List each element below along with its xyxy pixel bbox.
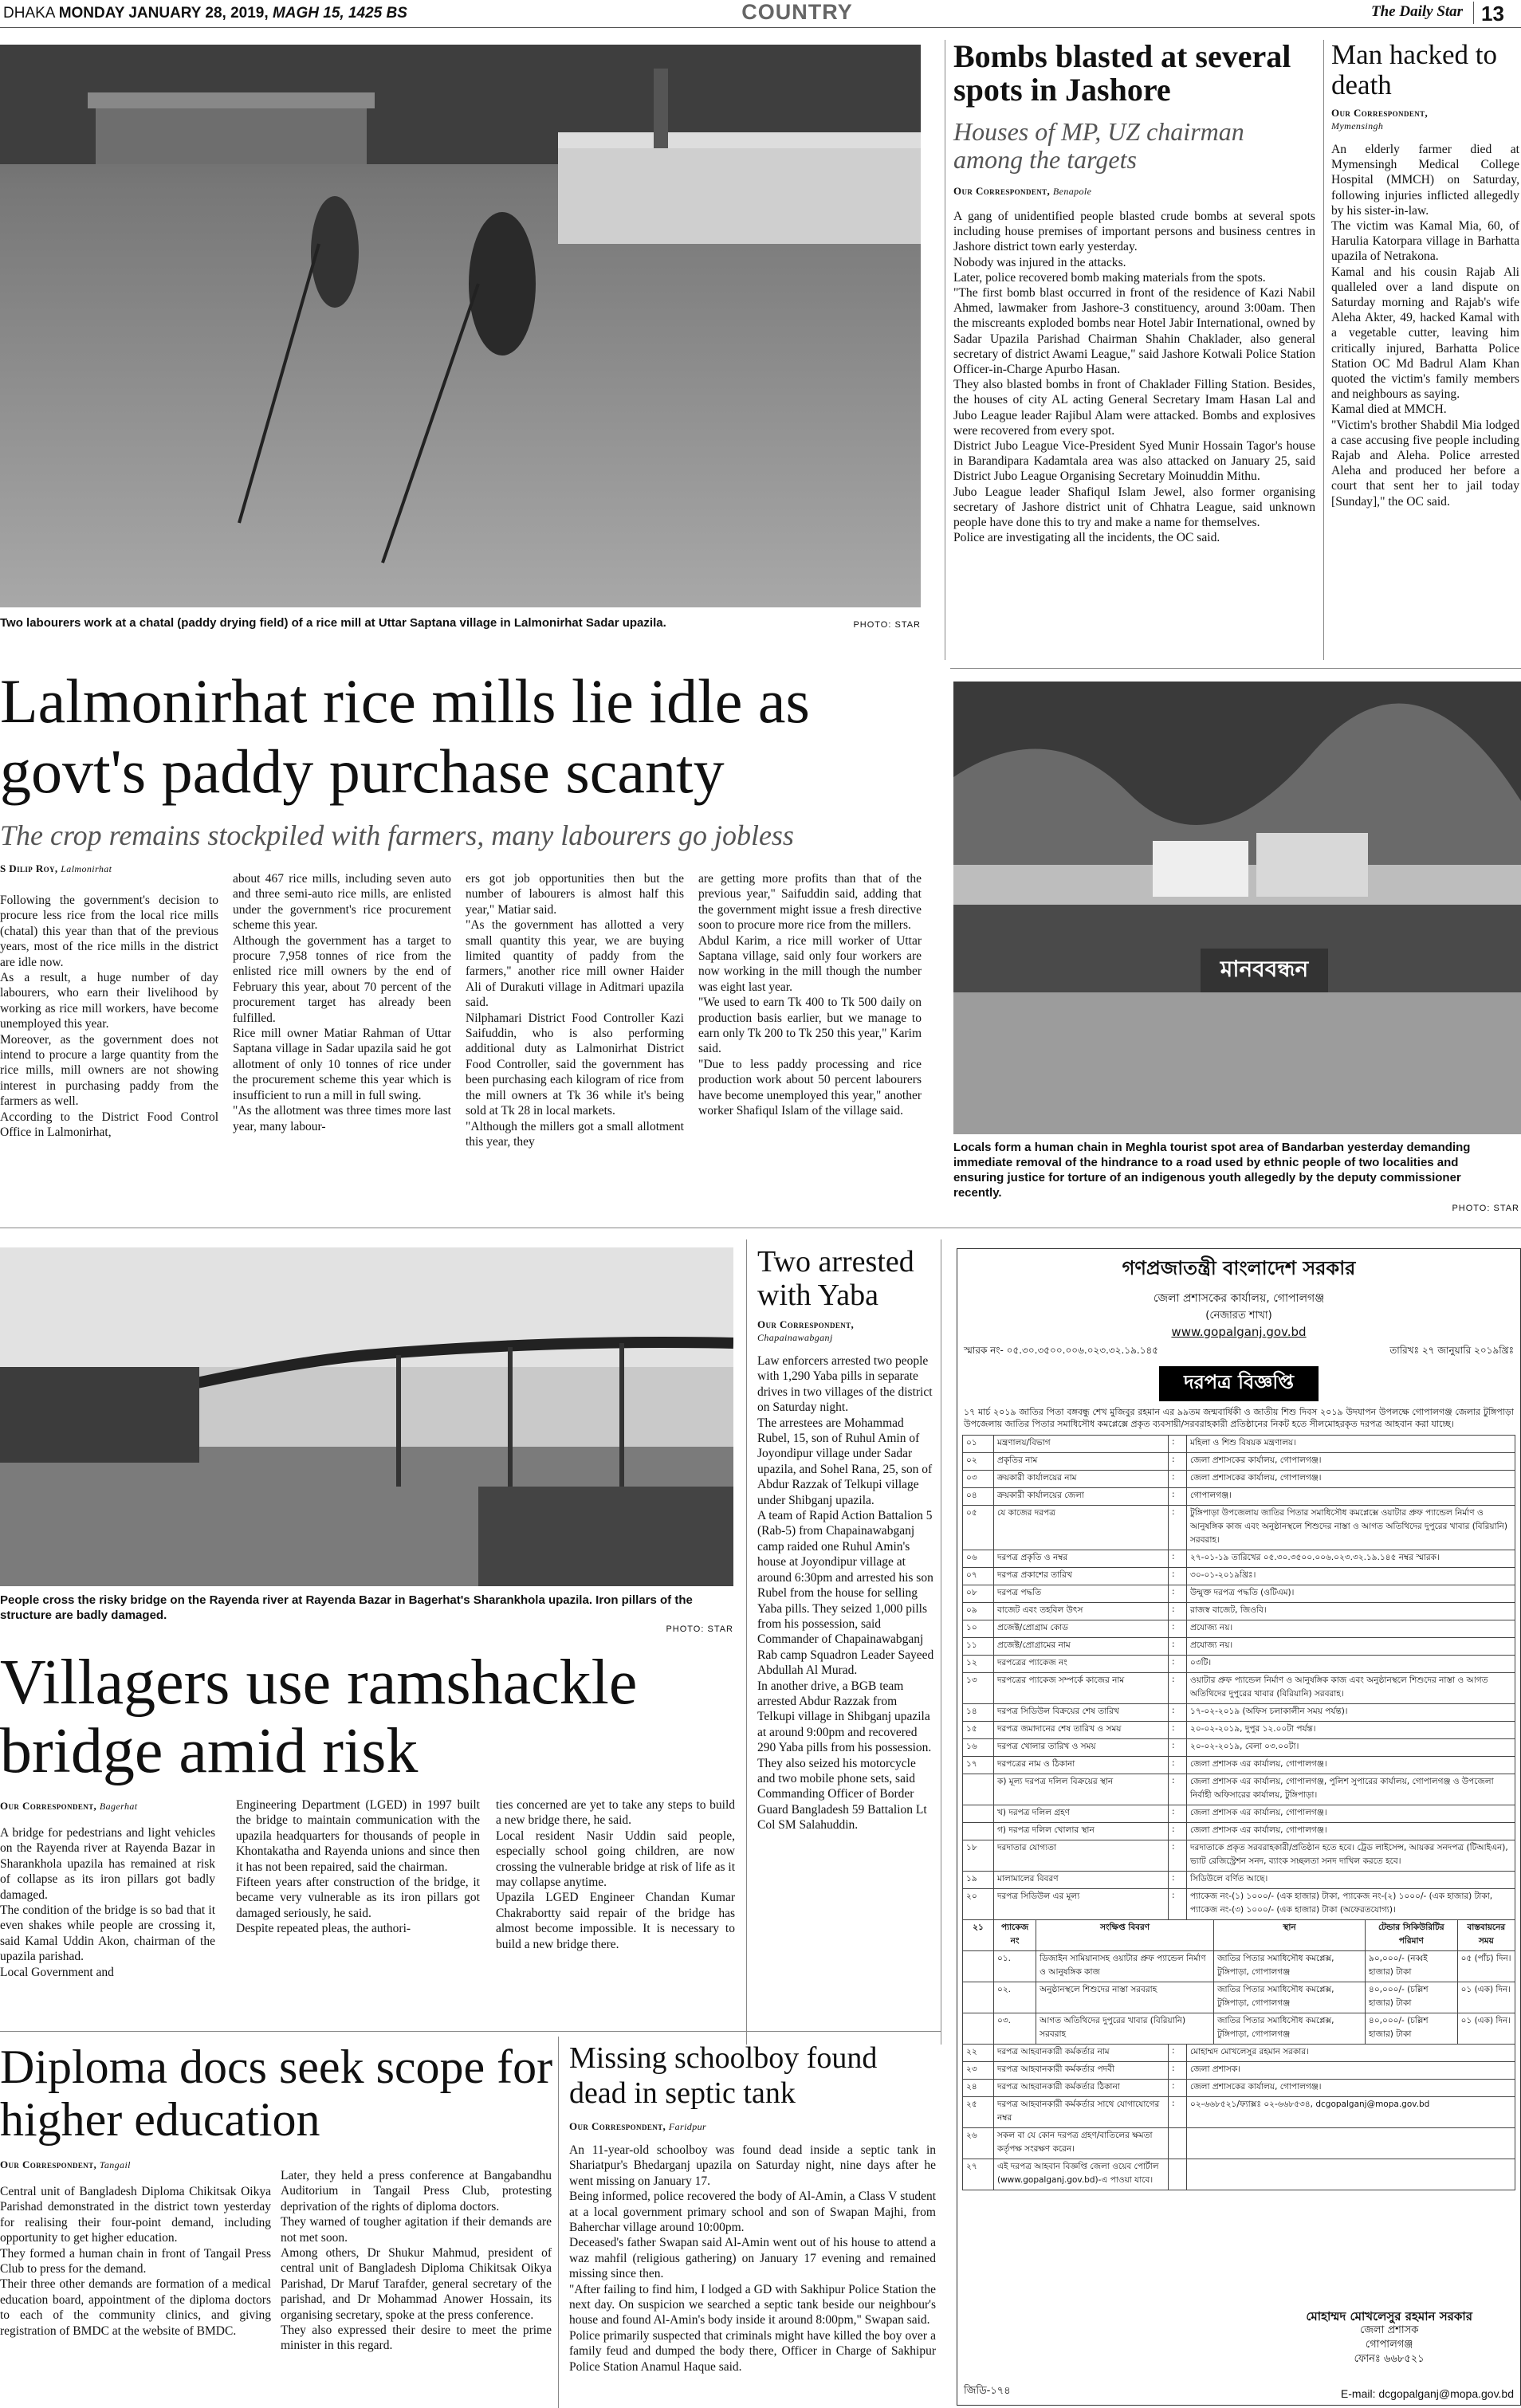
notice-cell: ০৫ (পাঁচ) দিন। [1457, 1951, 1515, 1982]
notice-cell [963, 1982, 994, 2013]
notice-signer-title: জেলা প্রশাসক [1359, 2324, 1419, 2336]
notice-cell: প্যাকেজ নং-(১) ১০০০/- (এক হাজার) টাকা, প্যাকেজ নং-(২) ১০০০/- (এক হাজার) টাকা, প্যাকেজ নং-(৩) ১০০০/- (এক হাজার) টাকা (অফেরতযোগ্য)। [1187, 1889, 1515, 1920]
column-rule [558, 2037, 559, 2408]
notice-cell: : [1169, 2080, 1187, 2097]
masthead [0, 0, 1521, 28]
photo-human-chain-caption: Locals form a human chain in Meghla tourist spot area of Bandarban yesterday demanding immediate removal of the hindrance to a road used by ethnic people of two localities and ensuring justice for torture of an indigenous youth allegedly by the deputy commissioner recently. [953, 1141, 1471, 1200]
notice-cell: দরপত্র আহবানকারী কর্মকর্তার পদবী [994, 2062, 1169, 2080]
notice-date: তারিখঃ ২৭ জানুয়ারি ২০১৯খ্রিঃ [1389, 1345, 1514, 1356]
notice-cell: জেলা প্রশাসকের কার্যালয়, গোপালগঞ্জ। [1187, 1471, 1515, 1488]
story-bridge [0, 1648, 737, 1813]
notice-cell: দরপত্র আহবানকারী কর্মকর্তার ঠিকানা [994, 2080, 1169, 2097]
notice-cell: : [1169, 2045, 1187, 2062]
story-hacked-text: An elderly farmer died at Mymensingh Medical College Hospital (MMCH) on Saturday, following injuries inflicted allegedly by his sister-in-law. The victim was Kamal Mia, 60, of Harulia Katorpara village in Barhatta upazila of Netrakona. Kamal and his cousin Rajab Ali qualleled over a land dispute on Saturday morning and Rajab's wife Aleha Akter, 49, hacked Kamal with a vegetable cutter, leaving him critically injured, Barhatta Police Station OC Md Badrul Alam Khan quoted the victim's family members and neighbours as saying. Kamal died at MMCH. "Victim's brother Shabdil Mia lodged a case accusing five people including Rajab and Aleha. Police arrested Aleha and produced her before a court that sent her to jail today [Sunday]," the OC said. [1331, 143, 1519, 509]
notice-cell: ২০ [963, 1889, 994, 1920]
story-bombs-body [953, 209, 1315, 545]
photo-human-chain-image [953, 682, 1521, 1134]
notice-cell [1169, 2159, 1187, 2190]
notice-cell: ১৬ [963, 1739, 994, 1757]
notice-website[interactable]: www.gopalganj.gov.bd [1171, 1325, 1307, 1339]
story-yaba-headline: Two arrested with Yaba [757, 1245, 914, 1312]
notice-row [963, 1453, 1515, 1471]
notice-cell: : [1169, 1638, 1187, 1656]
notice-cell: : [1169, 1585, 1187, 1603]
notice-cell: ১৯ [963, 1872, 994, 1889]
tender-notice [957, 1248, 1521, 2406]
notice-row [963, 2080, 1515, 2097]
story-rice-col1: Following the government's decision to procure less rice from the local rice mills (chatal) this year than that of the previous years, most of the rice mills in the district are idle now. As a result, a huge number of day labourers, who earn their livelihood by working as rice mill workers, have become unemployed this year. Moreover, as the government does not intend to procure a large quantity from the rice mills, mill owners are not showing interest in purchasing paddy from the farmers as well. According to the District Food Control Office in Lalmonirhat, [0, 894, 218, 1140]
notice-package-row [963, 1982, 1515, 2013]
story-yaba [757, 1245, 934, 1833]
notice-row [963, 1620, 1515, 1638]
notice-row [963, 1568, 1515, 1585]
notice-cell: দরপত্রের নাম ও ঠিকানা [994, 1757, 1169, 1774]
notice-cell: গোপালগঞ্জ। [1187, 1488, 1515, 1506]
notice-cell [1187, 2159, 1515, 2190]
notice-cell: ৩০-০১-২০১৯খ্রিঃ। [1187, 1568, 1515, 1585]
notice-cell [963, 1823, 994, 1840]
notice-row [963, 2159, 1515, 2190]
notice-cell: ৯০,০০০/- (নব্বই হাজার) টাকা [1366, 1951, 1458, 1982]
notice-cell: প্রজেক্ট/প্রোগ্রামের নাম [994, 1638, 1169, 1656]
notice-cell: জাতির পিতার সমাধিসৌধ কমপ্লেক্স, টুঙ্গিপাড়া, গোপালগঞ্জ [1214, 1982, 1366, 2013]
notice-cell: : [1169, 1673, 1187, 1704]
notice-cell: প্রযোজ্য নয়। [1187, 1620, 1515, 1638]
notice-cell: সিডিউলে বর্ণিত আছে। [1187, 1872, 1515, 1889]
notice-cell: ক্রয়কারী কার্যালয়ের জেলা [994, 1488, 1169, 1506]
notice-cell: দরপত্র আহবানকারী কর্মকর্তার সাথে যোগাযোগের নম্বর [994, 2097, 1169, 2128]
notice-cell: ডিজাইন সামিয়ানাসহ ওয়াটার প্রুফ প্যান্ডেল নির্মাণ ও আনুষঙ্গিক কাজ [1036, 1951, 1214, 1982]
notice-cell: যে কাজের দরপত্র [994, 1506, 1169, 1550]
notice-cell: মহিলা ও শিশু বিষয়ক মন্ত্রণালয়। [1187, 1436, 1515, 1453]
notice-memo: স্মারক নং- ০৫.৩০.৩৫০০.০০৬.০২৩.৩২.১৯.১৪৫ [964, 1345, 1159, 1356]
notice-cell: : [1169, 1488, 1187, 1506]
notice-cell: খ) দরপত্র দলিল গ্রহণ [994, 1805, 1169, 1823]
notice-signature [1306, 2309, 1472, 2367]
notice-cell: প্রকৃতির নাম [994, 1453, 1169, 1471]
notice-header-cell: প্যাকেজ নং [994, 1920, 1036, 1951]
story-bridge-col1: A bridge for pedestrians and light vehicles on the Rayenda river at Rayenda Bazar in Sharankhola upazila has remained at risk of collapse as its iron pillars got badly damaged. The condition of the bridge is so bad that it even shakes while people are crossing it, said Kamal Uddin Akon, chairman of the upazila parishad. Local Government and [0, 1826, 215, 1979]
notice-cell: ২০-০২-২০১৯, বেলা ০৩.০০টা। [1187, 1739, 1515, 1757]
notice-cell: ২৪ [963, 2080, 994, 2097]
notice-row [963, 1656, 1515, 1673]
notice-cell: এই দরপত্র আহবান বিজ্ঞপ্তি জেলা ওয়েব পোর্টাল (www.gopalganj.gov.bd)-এ পাওয়া যাবে। [994, 2159, 1169, 2190]
notice-footer-right: E-mail: dcgopalganj@mopa.gov.bd [1340, 2387, 1514, 2400]
story-hacked-headline: Man hacked to death [1331, 39, 1497, 100]
notice-row [963, 1840, 1515, 1872]
notice-cell: ১৭-০২-২০১৯ (অফিস চলাকালীন সময় পর্যন্ত)। [1187, 1704, 1515, 1722]
notice-row [963, 1889, 1515, 1920]
notice-cell: ১১ [963, 1638, 994, 1656]
notice-cell: : [1169, 2062, 1187, 2080]
story-schoolboy [569, 2041, 936, 2375]
notice-row [963, 1603, 1515, 1620]
dateline-day: MONDAY JANUARY 28, 2019, [58, 5, 269, 22]
notice-cell: ০২. [994, 1982, 1036, 2013]
notice-cell: : [1169, 1506, 1187, 1550]
notice-package-table [962, 1919, 1515, 2045]
story-schoolboy-body [569, 2143, 936, 2375]
story-yaba-body [757, 1353, 934, 1833]
notice-package-row [963, 2013, 1515, 2045]
notice-row [963, 1872, 1515, 1889]
notice-row [963, 1506, 1515, 1550]
notice-cell: ২৩ [963, 2062, 994, 2080]
notice-cell: ২৫ [963, 2097, 994, 2128]
story-bombs-subhead: Houses of MP, UZ chairman among the targets [953, 117, 1244, 174]
notice-cell: জাতির পিতার সমাধিসৌধ কমপ্লেক্স, টুঙ্গিপাড়া, গোপালগঞ্জ [1214, 1951, 1366, 1982]
notice-cell: ১৩ [963, 1673, 994, 1704]
notice-cell: ০৪ [963, 1488, 994, 1506]
photo-rice-chatal-credit: PHOTO: STAR [853, 620, 921, 630]
story-schoolboy-headline: Missing schoolboy found dead in septic tank [569, 2041, 878, 2110]
notice-row [963, 1774, 1515, 1805]
column-rule [1323, 40, 1324, 660]
story-rice-col2: about 467 rice mills, including seven auto and three semi-auto rice mills, are enlisted under the government's rice procurement scheme this year. Although the government has a target to procure 7,958 tonnes of rice from the enlisted rice mill owners by the end of February this year, about 70 percent of the procurement target has already been fulfilled. Rice mill owner Matiar Rahman of Uttar Saptana village in Sadar upazila said he got allotment of only 10 tonnes of rice under the procurement scheme this year which is insufficient to run a mill in full swing. "As the allotment was three times more last year, many labour- [233, 872, 451, 1133]
notice-cell: দরপত্র আহবানকারী কর্মকর্তার নাম [994, 2045, 1169, 2062]
notice-cell: দরদাতার যোগ্যতা [994, 1840, 1169, 1872]
notice-row [963, 2128, 1515, 2159]
notice-package-header [963, 1920, 1515, 1951]
section-rule [950, 668, 1521, 669]
story-rice-col3: ers got job opportunities then but the number of labourers is almost half this year," Matiar said. "As the government has allotted a very small quantity this year, we are buying limited quantity of paddy from the farmers," another rice mill owner Haider Ali of Durakuti village in Aditmari upazila said. Nilphamari District Food Controller Kazi Saifuddin, who is also performing additional duty as Lalmonirhat District Food Controller, said the government has been purchasing each kilogram of rice from the mill owners at Tk 36 while it's being sold at Tk 28 in local markets. "Although the millers got a small allotment this year, they [466, 872, 684, 1149]
notice-cell: : [1169, 1739, 1187, 1757]
notice-cell: দরপত্র প্রকাশের তারিখ [994, 1568, 1169, 1585]
notice-row [963, 1704, 1515, 1722]
story-diploma-col2: Later, they held a press conference at Bangabandhu Auditorium in Tangail Press Club, protesting deprivation of the rights of diploma doctors. They warned of tougher agitation if their demands are not met soon. Among others, Dr Shukur Mahmud, president of central unit of Bangladesh Diploma Chikitsak Oikya Parishad, Dr Maruf Tarafder, general secretary of the parishad, and Dr Mohammad Anower Hossain, its organising secretary, spoke at the press conference. They also expressed their desire to meet the prime minister in this regard. [281, 2169, 552, 2353]
story-schoolboy-byline: Our Correspondent, Faridpur [569, 2120, 707, 2132]
notice-cell: দরপত্র খোলার তারিখ ও সময় [994, 1739, 1169, 1757]
notice-cell: জেলা প্রশাসক এর কার্যালয়, গোপালগঞ্জ, পুলিশ সুপারের কার্যালয়, গোপালগঞ্জ ও উপজেলা নির্বাহী অফিসারের কার্যালয়, টুঙ্গিপাড়া। [1187, 1774, 1515, 1805]
notice-signer-place: গোপালগঞ্জ [1365, 2339, 1413, 2351]
notice-cell: রাজস্ব বাজেট, জিওবি। [1187, 1603, 1515, 1620]
paper-name: The Daily Star [1371, 3, 1464, 20]
notice-cell: জেলা প্রশাসকের কার্যালয়, গোপালগঞ্জ। [1187, 2080, 1515, 2097]
notice-cell: ০২-৬৬৮৫২১/ফ্যাক্সঃ ০২-৬৬৮৫৩৪, dcgopalganj@mopa.gov.bd [1187, 2097, 1515, 2128]
notice-cell: ক্রয়কারী কার্যালয়ের নাম [994, 1471, 1169, 1488]
notice-cell: ১৮ [963, 1840, 994, 1872]
notice-branch: (নেজারত শাখা) [1205, 1310, 1272, 1322]
notice-cell: দরপত্র জমাদানের শেষ তারিখ ও সময় [994, 1722, 1169, 1739]
notice-cell: : [1169, 1568, 1187, 1585]
notice-cell: দরদাতাকে প্রকৃত সরবরাহকারী/প্রতিষ্ঠান হতে হবে। ট্রেড লাইসেন্স, আয়কর সনদপত্র (টিআইএন), ভ্যাট রেজিস্ট্রেশন সনদ, ব্যাংক সচ্ছলতা সনদ দাখিল করতে হবে। [1187, 1840, 1515, 1872]
notice-cell: জেলা প্রশাসক এর কার্যালয়, গোপালগঞ্জ। [1187, 1823, 1515, 1840]
notice-cell: দরপত্র সিডিউল এর মূল্য [994, 1889, 1169, 1920]
notice-cell: ০১ (এক) দিন। [1457, 1982, 1515, 2013]
notice-cell: : [1169, 1656, 1187, 1673]
notice-row [963, 2045, 1515, 2062]
notice-cell: ২৬ [963, 2128, 994, 2159]
notice-cell: ৪০,০০০/- (চল্লিশ হাজার) টাকা [1366, 2013, 1458, 2045]
notice-row [963, 1739, 1515, 1757]
notice-cell: ০১. [994, 1951, 1036, 1982]
notice-cell: ০৬ [963, 1550, 994, 1568]
notice-cell: জেলা প্রশাসক এর কার্যালয়, গোপালগঞ্জ। [1187, 1805, 1515, 1823]
notice-govt: গণপ্রজাতন্ত্রী বাংলাদেশ সরকার [1122, 1257, 1356, 1279]
notice-cell: গ) দরপত্র দলিল খোলার স্থান [994, 1823, 1169, 1840]
notice-package-row [963, 1951, 1515, 1982]
notice-office: জেলা প্রশাসকের কার্যালয়, গোপালগঞ্জ [1153, 1292, 1325, 1305]
notice-cell: : [1169, 1774, 1187, 1805]
notice-cell: ৪০,০০০/- (চল্লিশ হাজার) টাকা [1366, 1982, 1458, 2013]
story-hacked-body [1331, 142, 1519, 509]
story-yaba-byline: Our Correspondent, Chapainawabganj [757, 1318, 855, 1343]
notice-memo-row [964, 1344, 1514, 1360]
section-rule [0, 2031, 941, 2032]
notice-cell: : [1169, 1704, 1187, 1722]
notice-cell [1187, 2128, 1515, 2159]
notice-title: দরপত্র বিজ্ঞপ্তি [1159, 1366, 1319, 1401]
notice-cell: জাতির পিতার সমাধিসৌধ কমপ্লেক্স, টুঙ্গিপাড়া, গোপালগঞ্জ [1214, 2013, 1366, 2045]
photo-rice-chatal [0, 45, 921, 607]
notice-cell: ২৭-০১-১৯ তারিখের ০৫.৩০.৩৫০০.০০৬.০২৩.৩২.১৯.১৪৫ নম্বর স্মারক। [1187, 1550, 1515, 1568]
notice-signer: মোহাম্মদ মোখলেসুর রহমান সরকার [1306, 2309, 1472, 2324]
notice-signer-phone: ফোনঃ ৬৬৮৫২১ [1354, 2353, 1425, 2365]
photo-bridge-image [0, 1247, 733, 1586]
section-name: COUNTRY [741, 0, 853, 24]
story-diploma-headline: Diploma docs seek scope for higher education [0, 2041, 553, 2146]
notice-cell: : [1169, 1550, 1187, 1568]
notice-cell [1169, 2128, 1187, 2159]
notice-cell: : [1169, 1603, 1187, 1620]
notice-row [963, 1585, 1515, 1603]
notice-cell [963, 1805, 994, 1823]
notice-cell [963, 1774, 994, 1805]
story-man-hacked [1331, 40, 1519, 509]
notice-cell: অনুষ্ঠানস্থলে শিশুদের নাস্তা সরবরাহ [1036, 1982, 1214, 2013]
notice-row [963, 1471, 1515, 1488]
notice-cell: মালামালের বিবরণ [994, 1872, 1169, 1889]
photo-bridge [0, 1247, 733, 1586]
notice-row [963, 1550, 1515, 1568]
notice-table-lower [962, 2044, 1515, 2190]
story-bridge-byline: Our Correspondent, Bagerhat [0, 1800, 138, 1812]
notice-row [963, 2062, 1515, 2080]
story-rice-byline: S Dilip Roy, Lalmonirhat [0, 862, 112, 874]
notice-cell: : [1169, 1757, 1187, 1774]
notice-row [963, 1488, 1515, 1506]
notice-row [963, 1805, 1515, 1823]
story-bombs-jashore [953, 40, 1315, 545]
notice-cell: জেলা প্রশাসক। [1187, 2062, 1515, 2080]
story-bombs-byline: Our Correspondent, Benapole [953, 185, 1092, 197]
notice-cell: সকল বা যে কোন দরপত্র গ্রহণ/বাতিলের ক্ষমতা কর্তৃপক্ষ সংরক্ষণ করেন। [994, 2128, 1169, 2159]
notice-cell: ০৩টি। [1187, 1656, 1515, 1673]
notice-cell: : [1169, 1436, 1187, 1453]
notice-cell: ০১ [963, 1436, 994, 1453]
notice-cell: দরপত্র পদ্ধতি [994, 1585, 1169, 1603]
photo-rice-chatal-caption: Two labourers work at a chatal (paddy drying field) of a rice mill at Uttar Saptana village in Lalmonirhat Sadar upazila. [0, 616, 666, 630]
notice-cell: ০৩ [963, 1471, 994, 1488]
notice-cell: : [1169, 1805, 1187, 1823]
column-rule [746, 1239, 747, 2045]
notice-cell: ০৮ [963, 1585, 994, 1603]
story-bombs-text: A gang of unidentified people blasted crude bombs at several spots including house premises of important persons and business centres in Jashore district town early yesterday. Nobody was injured in the attacks. Later, police recovered bomb making materials from the spots. "The first bomb blast occurred in front of the residence of Kazi Nabil Ahmed, lawmaker from Jashore-3 constituency, around 3:00am. Then the miscreants exploded bombs near Hotel Jabir International, owned by Sadar Upazila Parishad Chairman Shahin Chaklader, also general secretary of district Awami League," said Jashore Kotwali Police Station Officer-in-Charge Apurbo Hasan. They also blasted bombs in front of Chaklader Filling Station. Besides, the houses of city AL acting General Secretary Imam Hasan Lal and Jubo League leader Rajibul Alam were attacked. Bombs and explosives were recovered from every spot. District Jubo League Vice-President Syed Munir Hossain Tagor's house in Barandipara Kadamtala area was also attacked on January 25, said District Jubo League Organising Secretary Moinuddin Mithu. Jubo League leader Shafiqul Islam Jewel, also former organising secretary of Jashore district unit of Chhatra League, said unknown people have done this to try and make a name for themselves. Police are investigating all the incidents, the OC said. [953, 210, 1315, 545]
notice-cell: ক) মূল্য দরপত্র দলিল বিক্রয়ের স্থান [994, 1774, 1169, 1805]
dateline-city: DHAKA [3, 5, 55, 22]
notice-cell: ০৫ [963, 1506, 994, 1550]
notice-cell: উন্মুক্ত দরপত্র পদ্ধতি (ওটিএম)। [1187, 1585, 1515, 1603]
notice-cell: মন্ত্রণালয়/বিভাগ [994, 1436, 1169, 1453]
notice-cell: ০২ [963, 1453, 994, 1471]
story-rice-mills [0, 666, 925, 875]
notice-cell: : [1169, 1872, 1187, 1889]
notice-footer-left: জিডি-১৭৪ [964, 2385, 1011, 2397]
notice-cell: : [1169, 2097, 1187, 2128]
notice-row [963, 2097, 1515, 2128]
notice-cell: ১০ [963, 1620, 994, 1638]
notice-cell: ১৭ [963, 1757, 994, 1774]
story-bridge-col3: ties concerned are yet to take any steps to build a new bridge there, he said. Local resident Nasir Uddin said people, especially school going children, are now crossing the vulnerable bridge at risk of life as it may collapse anytime. Upazila LGED Engineer Chandan Kumar Chakrabortty said repair of the bridge has almost become impossible. It is necessary to build a new bridge there. [496, 1798, 736, 1951]
story-hacked-byline: Our Correspondent, Mymensingh [1331, 107, 1429, 132]
notice-cell: মোহাম্মদ মোখলেসুর রহমান সরকার। [1187, 2045, 1515, 2062]
notice-cell: বাজেট এবং তহবিল উৎস [994, 1603, 1169, 1620]
story-schoolboy-text: An 11-year-old schoolboy was found dead inside a septic tank in Shariatpur's Bhedarganj upazila on Saturday night, nine days after he went missing on January 17. Being informed, police recovered the body of Al-Amin, a Class V student at a local government primary school and son of Swapan Majhi, from Baherchar village around 10:00pm. Deceased's father Swapan said Al-Amin went out of his house to attend a waz mahfil (religious gathering) on January 17 evening and remained missing since then. "After failing to find him, I lodged a GD with Sakhipur Police Station the next day. On suspicion we searched a septic tank beside our neighbour's house and found Al-Amin's body inside it around 8:00pm," Swapan said. Police primarily suspected that criminals might have killed the boy over a family feud and dumped the body there, Officer in Charge of Sakhipur Police Station Anamul Haque said. [569, 2143, 936, 2374]
dateline [3, 5, 407, 22]
page-number-divider [1473, 2, 1474, 24]
notice-cell: : [1169, 1823, 1187, 1840]
notice-cell: টুঙ্গিপাড়া উপজেলায় জাতির পিতার সমাধিসৌধ কমপ্লেক্সে ওয়াটার প্রুফ প্যান্ডেল নির্মাণ ও আনুষঙ্গিক কাজ এবং অনুষ্ঠানস্থলে শিশুদের নাস্তা ও আগত অতিথিদের দুপুরের খাবার (বিরিয়ানি) সরবরাহ। [1187, 1506, 1515, 1550]
notice-cell: : [1169, 1840, 1187, 1872]
notice-cell: ০১ (এক) দিন। [1457, 2013, 1515, 2045]
notice-cell: : [1169, 1889, 1187, 1920]
story-bridge-headline: Villagers use ramshackle bridge amid risk [0, 1648, 638, 1786]
notice-header-cell: বাস্তবায়নের সময় [1457, 1920, 1515, 1951]
photo-bridge-caption: People cross the risky bridge on the Rayenda river at Rayenda Bazar in Bagerhat's Sharankhola upazila. Iron pillars of the structure are badly damaged. [0, 1593, 693, 1622]
notice-table-wrap [962, 1435, 1515, 2190]
story-diploma-col1: Central unit of Bangladesh Diploma Chikitsak Oikya Parishad demonstrated in the district town yesterday for realising their four-point demand, including opportunity to get higher education. They formed a human chain in front of Tangail Press Club to press for the demand. Their three other demands are formation of a medical education board, appointment of the diploma doctors to each of the community clinics, and giving registration of BMDC at the website of BMDC. [0, 2185, 271, 2338]
notice-cell: : [1169, 1471, 1187, 1488]
page-number: 13 [1481, 2, 1504, 26]
notice-cell [963, 2013, 994, 2045]
story-diploma [0, 2041, 558, 2171]
notice-cell: দরপত্র সিডিউল বিক্রয়ের শেষ তারিখ [994, 1704, 1169, 1722]
notice-intro: ১৭ মার্চ ২০১৯ জাতির পিতা বঙ্গবন্ধু শেখ মুজিবুর রহমান এর ৯৯তম জন্মবার্ষিকী ও জাতীয় শিশু দিবস ২০১৯ উদযাপন উপলক্ষে গোপালগঞ্জ জেলার টুঙ্গিপাড়া উপজেলায় জাতির পিতার সমাধিসৌধ কমপ্লেক্সে প্রকৃত ব্যবসায়ী/সরবরাহকারী প্রতিষ্ঠানের নিকট হতে সীলমোহরকৃত দরপত্র আহবান করা যাচ্ছে। [964, 1407, 1514, 1429]
photo-human-chain-banner: মানববন্ধন [1220, 956, 1309, 982]
notice-cell: ২০-০২-২০১৯, দুপুর ১২.০০টা পর্যন্ত। [1187, 1722, 1515, 1739]
notice-row [963, 1638, 1515, 1656]
photo-human-chain [953, 682, 1521, 1134]
notice-cell: ১৪ [963, 1704, 994, 1722]
notice-cell: দরপত্র প্রকৃতি ও নম্বর [994, 1550, 1169, 1568]
notice-cell: : [1169, 1453, 1187, 1471]
photo-human-chain-credit: PHOTO: STAR [1452, 1204, 1519, 1213]
story-rice-subhead: The crop remains stockpiled with farmers, many labourers go jobless [0, 819, 794, 851]
story-diploma-byline: Our Correspondent, Tangail [0, 2159, 131, 2170]
notice-cell: দরপত্রের প্যাকেজ সম্পর্কে কাজের নাম [994, 1673, 1169, 1704]
notice-cell: আগত অতিথিদের দুপুরের খাবার (বিরিয়ানি) সরবরাহ [1036, 2013, 1214, 2045]
photo-bridge-credit: PHOTO: STAR [666, 1624, 733, 1634]
story-yaba-text: Law enforcers arrested two people with 1,290 Yaba pills in separate drives in two villages of the district on Saturday night. The arrestees are Mohammad Rubel, 15, son of Ruhul Amin of Joyondipur village under Sadar upazila, and Sohel Rana, 25, son of Abdur Razzak of Telkupi village under Shibganj upazila. A team of Rapid Action Battalion 5 (Rab-5) from Chapainawabganj camp raided one Ruhul Amin's house at Joyondipur village at around 6:30pm and arrested his son Rubel from the house for selling Yaba pills. They seized 1,000 pills from his possession, said Commander of Chapainawabganj Rab camp Squadron Leader Sayeed Abdullah Al Murad. In another drive, a BGB team arrested Abdur Razzak from Telkupi village in Shibganj upazila at around 9:00pm and recovered 290 Yaba pills from his possession. They also seized his motorcycle and two mobile phone sets, said Commanding Officer of Border Guard Bangladesh 59 Battalion Lt Col SM Salahuddin. [757, 1354, 934, 1833]
notice-row [963, 1673, 1515, 1704]
notice-table [962, 1435, 1515, 1920]
notice-cell: ০৭ [963, 1568, 994, 1585]
dateline-bangla: MAGH 15, 1425 BS [272, 5, 407, 22]
notice-header-cell: স্থান [1214, 1920, 1366, 1951]
notice-cell: জেলা প্রশাসকের কার্যালয়, গোপালগঞ্জ। [1187, 1453, 1515, 1471]
notice-cell: ০৩. [994, 2013, 1036, 2045]
notice-cell: দরপত্রের প্যাকেজ নং [994, 1656, 1169, 1673]
story-bridge-col2: Engineering Department (LGED) in 1997 built the bridge to maintain communication with the upazila headquarters for thousands of people in Khontakatha and Rayenda unions and since then it has not been repaired, said the chairman. Fifteen years after construction of the bridge, it became very vulnerable as its iron pillars got damaged seriously, he said. Despite repeated pleas, the authori- [236, 1798, 480, 1936]
notice-header-cell: টেন্ডার সিকিউরিটির পরিমাণ [1366, 1920, 1458, 1951]
notice-header-cell: সংক্ষিপ্ত বিবরণ [1036, 1920, 1214, 1951]
notice-cell: ১৫ [963, 1722, 994, 1739]
notice-cell: ০৯ [963, 1603, 994, 1620]
notice-cell [963, 1951, 994, 1982]
notice-cell: ২২ [963, 2045, 994, 2062]
notice-row [963, 1823, 1515, 1840]
notice-row [963, 1722, 1515, 1739]
notice-cell: : [1169, 1620, 1187, 1638]
notice-row [963, 1757, 1515, 1774]
photo-rice-chatal-image [0, 45, 921, 607]
story-bombs-headline: Bombs blasted at several spots in Jashore [953, 38, 1291, 108]
notice-cell: ২৭ [963, 2159, 994, 2190]
notice-cell: : [1169, 1722, 1187, 1739]
notice-cell: ১২ [963, 1656, 994, 1673]
notice-cell: প্রজেক্ট/প্রোগ্রাম কোড [994, 1620, 1169, 1638]
story-rice-col4: are getting more profits than that of the previous year," Saifuddin said, adding that the government might issue a fresh directive soon to procure more rice from the millers. Abdul Karim, a rice mill worker of Uttar Saptana village, said only four workers are now working in the mill though the number was eight last year. "We used to earn Tk 400 to Tk 500 daily on production basis earlier, but we manage to earn only Tk 200 to Tk 250 this year," Karim said. "Due to less paddy processing and rice production work about 50 percent labourers have become unemployed this year," another worker Shafiqul Islam of the village said. [698, 872, 922, 1118]
notice-row [963, 1436, 1515, 1453]
notice-header-cell: ২১ [963, 1920, 994, 1951]
notice-cell: ওয়াটার প্রুফ প্যান্ডেল নির্মাণ ও আনুষঙ্গিক কাজ এবং অনুষ্ঠানস্থলে শিশুদের নাস্তা ও আগত অতিথিদের দুপুরের খাবার (বিরিয়ানি) সরবরাহ। [1187, 1673, 1515, 1704]
notice-cell: প্রযোজ্য নয়। [1187, 1638, 1515, 1656]
story-rice-headline: Lalmonirhat rice mills lie idle as govt's paddy purchase scanty [0, 666, 810, 806]
notice-cell: জেলা প্রশাসক এর কার্যালয়, গোপালগঞ্জ। [1187, 1757, 1515, 1774]
